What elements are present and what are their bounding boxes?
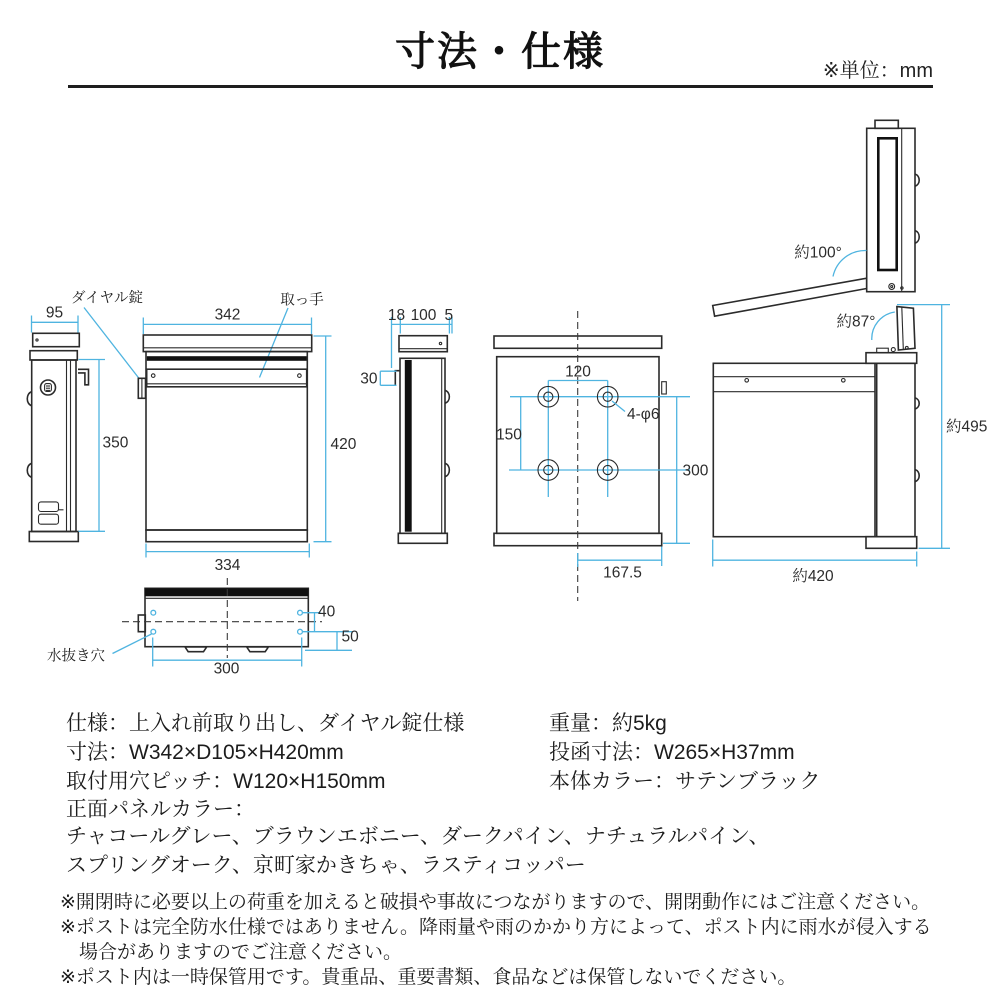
spec-body-color: 本体カラー：サテンブラック xyxy=(549,770,821,793)
dim-open-depth: 約420 xyxy=(792,568,834,585)
dim-hole-spec: 4-φ6 xyxy=(627,406,660,423)
dim-lid-angle: 約87° xyxy=(836,313,876,331)
back-view xyxy=(494,311,690,601)
opened-front-door xyxy=(867,120,919,291)
dim-side-width: 95 xyxy=(45,304,64,322)
opened-lid-bar xyxy=(713,278,867,316)
note-2b: 場合がありますのでご注意ください。 xyxy=(60,942,403,963)
dim-bottom-hole-gap: 40 xyxy=(318,603,336,621)
slot-side-view xyxy=(395,336,449,544)
unit-note: ※単位：mm xyxy=(822,60,933,82)
dim-side-height: 350 xyxy=(102,434,129,452)
callout-dial-lock xyxy=(71,290,143,380)
dial-lock-label: ダイヤル錠 xyxy=(70,290,144,307)
open-view-dimensions xyxy=(713,244,988,586)
dim-front-bottom-width: 334 xyxy=(214,557,241,574)
note-2a: ※ポストは完全防水仕様ではありません。降雨量や雨のかかり方によって、ポスト内に雨水が侵入する xyxy=(60,917,932,938)
spec-weight: 重量：約5kg xyxy=(549,712,667,735)
dim-bottom-width: 300 xyxy=(213,660,240,678)
dim-slot-d1: 18 xyxy=(387,307,406,324)
handle-side-profile xyxy=(78,369,89,385)
front-view-dimensions xyxy=(143,307,356,575)
spec-colors-2: スプリングオーク、京町家かきちゃ、ラスティコッパー xyxy=(66,854,586,877)
bottom-view-dimensions xyxy=(153,604,359,678)
spec-size: 寸法：W342×D105×H420mm xyxy=(66,741,344,764)
dial-lock-icon xyxy=(41,380,56,395)
spec-panel-color: 正面パネルカラー： xyxy=(66,798,255,821)
dim-slot-d2: 100 xyxy=(410,307,437,324)
dim-hole-pitch-w: 120 xyxy=(565,363,591,381)
dim-slot-d3: 5 xyxy=(444,307,454,324)
open-view-body xyxy=(713,346,919,548)
callout-drain-hole xyxy=(47,634,152,665)
spec-slot-size: 投函寸法：W265×H37mm xyxy=(549,741,795,764)
dim-door-angle: 約100° xyxy=(794,244,842,262)
spec-usage: 仕様：上入れ前取り出し、ダイヤル錠仕様 xyxy=(66,712,465,735)
dim-front-height: 420 xyxy=(330,436,357,453)
slot-opening xyxy=(405,360,412,532)
dim-back-offset: 167.5 xyxy=(603,564,642,582)
dim-open-height: 約495 xyxy=(946,418,988,436)
dim-slot-lip: 30 xyxy=(360,370,378,388)
handle-label: 取っ手 xyxy=(280,292,324,309)
side-view-dimensions xyxy=(32,305,129,532)
note-1: ※開閉時に必要以上の荷重を加えると破損や事故につながりますので、開閉動作にはご注意ください。 xyxy=(60,892,931,913)
note-3: ※ポスト内は一時保管用です。貴重品、重要書類、食品などは保管しないでください。 xyxy=(60,967,797,988)
front-view xyxy=(138,335,311,542)
spec-hole-pitch: 取付用穴ピッチ：W120×H150mm xyxy=(66,770,386,793)
opened-top-flap xyxy=(897,307,915,350)
open-state-view xyxy=(713,120,919,548)
side-view xyxy=(27,333,88,541)
drain-hole-label: 水抜き穴 xyxy=(47,648,105,665)
dim-front-top-width: 342 xyxy=(214,306,241,324)
bottom-view xyxy=(122,578,322,658)
page-title: 寸法・仕様 xyxy=(395,30,605,74)
mail-slot xyxy=(147,356,307,361)
mounting-holes xyxy=(509,381,690,498)
spec-colors-1: チャコールグレー、ブラウンエボニー、ダークパイン、ナチュラルパイン、 xyxy=(66,825,770,848)
dim-bottom-edge: 50 xyxy=(341,628,359,646)
dim-hole-pitch-h: 150 xyxy=(496,426,522,444)
dim-back-height: 300 xyxy=(682,462,709,480)
